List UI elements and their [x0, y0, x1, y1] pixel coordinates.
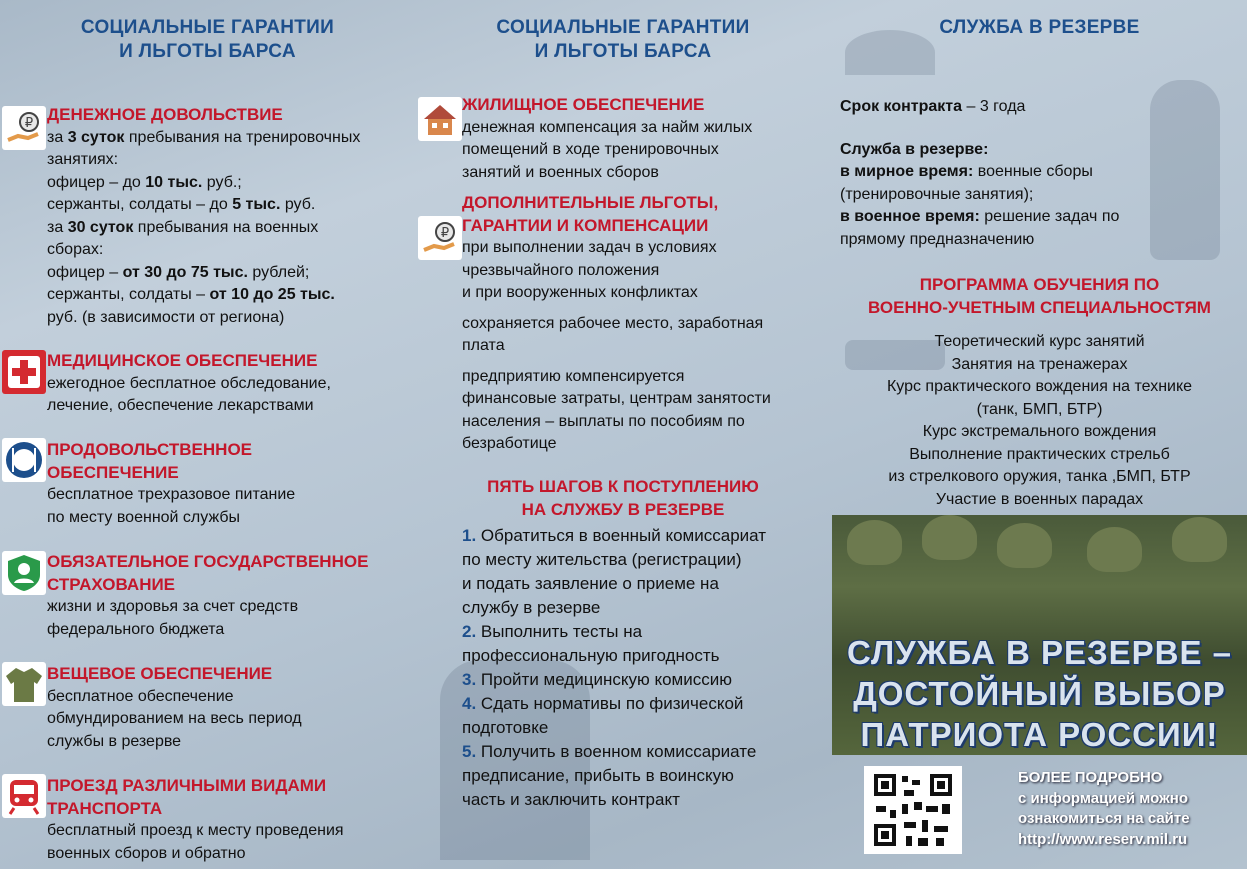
pay-title: ДЕНЕЖНОЕ ДОВОЛЬСТВИЕ — [47, 105, 283, 124]
compensation-icon — [418, 216, 462, 260]
transport-title: ПРОЕЗД РАЗЛИЧНЫМИ ВИДАМИ ТРАНСПОРТА — [47, 776, 327, 818]
svg-text:₽: ₽ — [440, 226, 450, 241]
plate-cutlery-icon — [2, 438, 46, 482]
step-2: 2. Выполнить тесты на — [462, 622, 643, 641]
helmet-shape — [1087, 527, 1142, 572]
qr-code[interactable] — [864, 766, 962, 854]
extra-section: ДОПОЛНИТЕЛЬНЫЕ ЛЬГОТЫ, ГАРАНТИИ И КОМПЕНСАЦИИ при выполнении задач в условиях чрезвычайного положения и при вооруженных конфликтах сохраняется рабочее место, заработная плата предприятию компенсируется финансовые затраты, центрам занятости населения – выплаты по пособиям по безработице — [462, 193, 771, 452]
food-section: ПРОДОВОЛЬСТВЕННОЕ ОБЕСПЕЧЕНИЕ бесплатное трехразовое питание по месту военной службы — [47, 440, 296, 526]
steps-title: ПЯТЬ ШАГОВ К ПОСТУПЛЕНИЮ НА СЛУЖБУ В РЕЗЕРВЕ — [487, 477, 759, 519]
helmet-shape — [997, 523, 1052, 568]
step-1: 1. Обратиться в военный комиссариат — [462, 526, 767, 545]
step-3: 3. Пройти медицинскую комиссию — [462, 670, 732, 689]
more-info: БОЛЕЕ ПОДРОБНО с информацией можно ознакомиться на сайте http://www.reserv.mil.ru — [1018, 768, 1243, 850]
helmet-shape — [1172, 517, 1227, 562]
column-middle-heading: СОЦИАЛЬНЫЕ ГАРАНТИИ И ЛЬГОТЫ БАРСА — [496, 17, 750, 62]
soldiers-photo — [832, 515, 1247, 755]
housing-title: ЖИЛИЩНОЕ ОБЕСПЕЧЕНИЕ — [462, 95, 705, 114]
pay-section: ДЕНЕЖНОЕ ДОВОЛЬСТВИЕ за 3 суток пребывания на тренировочных занятиях: офицер – до 10 тыс. руб.; сержанты, солдаты – до 5 тыс. руб. за 30 суток пребывания на военных сборах: офицер – от 30 до 75 тыс. рублей; сержанты, солдаты – от 10 до 25 тыс. руб. (в зависимости от региона) — [47, 105, 361, 326]
clothing-section: ВЕЩЕВОЕ ОБЕСПЕЧЕНИЕ бесплатное обеспечение обмундированием на весь период службы в резерве — [47, 664, 302, 750]
svg-text:₽: ₽ — [24, 116, 34, 131]
money-hand-icon — [2, 106, 46, 150]
helmet-shape — [922, 515, 977, 560]
uniform-icon — [2, 662, 46, 706]
program-title: ПРОГРАММА ОБУЧЕНИЯ ПО ВОЕННО-УЧЕТНЫМ СПЕЦИАЛЬНОСТЯМ — [868, 275, 1211, 317]
train-icon — [2, 774, 46, 818]
steps-list: 1. Обратиться в военный комиссариат по месту жительства (регистрации) и подать заявление о приеме на службу в резерве 2. Выполнить тесты на профессиональную пригодность 3. Пройти медицинскую комиссию 4. Сдать нормативы по физической подготовке 5. Получить в военном комиссариате предписание, прибыть в воинскую часть и заключить контракт — [462, 526, 767, 809]
column-left — [0, 0, 415, 869]
transport-section: ПРОЕЗД РАЗЛИЧНЫМИ ВИДАМИ ТРАНСПОРТА бесплатный проезд к месту проведения военных сборов и обратно — [47, 776, 344, 862]
column-right-heading: СЛУЖБА В РЕЗЕРВЕ — [939, 17, 1140, 38]
insurance-person-icon — [2, 551, 46, 595]
column-middle — [416, 0, 830, 869]
contract-info: Срок контракта – 3 года Служба в резерве: в мирное время: военные сборы (тренировочные занятия); в военное время: решение задач по прямому предназначению — [840, 98, 1120, 248]
slogan: СЛУЖБА В РЕЗЕРВЕ – ДОСТОЙНЫЙ ВЫБОР ПАТРИОТА РОССИИ! — [846, 634, 1233, 753]
extra-title: ДОПОЛНИТЕЛЬНЫЕ ЛЬГОТЫ, ГАРАНТИИ И КОМПЕНСАЦИИ — [462, 193, 719, 235]
insurance-title: ОБЯЗАТЕЛЬНОЕ ГОСУДАРСТВЕННОЕ СТРАХОВАНИЕ — [47, 552, 369, 594]
house-icon — [418, 97, 462, 141]
program-list: Теоретический курс занятий Занятия на тренажерах Курс практического вождения на технике (танк, БМП, БТР) Курс экстремального вождения Выполнение практических стрельб из стрелкового оружия, танка ,БМП, БТР Участие в военных парадах — [886, 333, 1193, 508]
medical-title: МЕДИЦИНСКОЕ ОБЕСПЕЧЕНИЕ — [47, 351, 318, 370]
housing-section: ЖИЛИЩНОЕ ОБЕСПЕЧЕНИЕ денежная компенсация за найм жилых помещений в ходе тренировочных занятий и военных сборов — [462, 95, 753, 181]
medical-cross-icon — [2, 350, 46, 394]
website-link[interactable]: http://www.reserv.mil.ru — [1018, 830, 1188, 848]
helmet-shape — [847, 520, 902, 565]
column-left-heading: СОЦИАЛЬНЫЕ ГАРАНТИИ И ЛЬГОТЫ БАРСА — [80, 17, 335, 62]
step-4: 4. Сдать нормативы по физической — [462, 694, 744, 713]
food-title: ПРОДОВОЛЬСТВЕННОЕ ОБЕСПЕЧЕНИЕ — [47, 440, 253, 482]
clothing-title: ВЕЩЕВОЕ ОБЕСПЕЧЕНИЕ — [47, 664, 273, 683]
medical-section: МЕДИЦИНСКОЕ ОБЕСПЕЧЕНИЕ ежегодное бесплатное обследование, лечение, обеспечение лекарствами — [47, 351, 331, 414]
step-5: 5. Получить в военном комиссариате — [462, 742, 757, 761]
insurance-section: ОБЯЗАТЕЛЬНОЕ ГОСУДАРСТВЕННОЕ СТРАХОВАНИЕ жизни и здоровья за счет средств федерального бюджета — [47, 552, 369, 638]
